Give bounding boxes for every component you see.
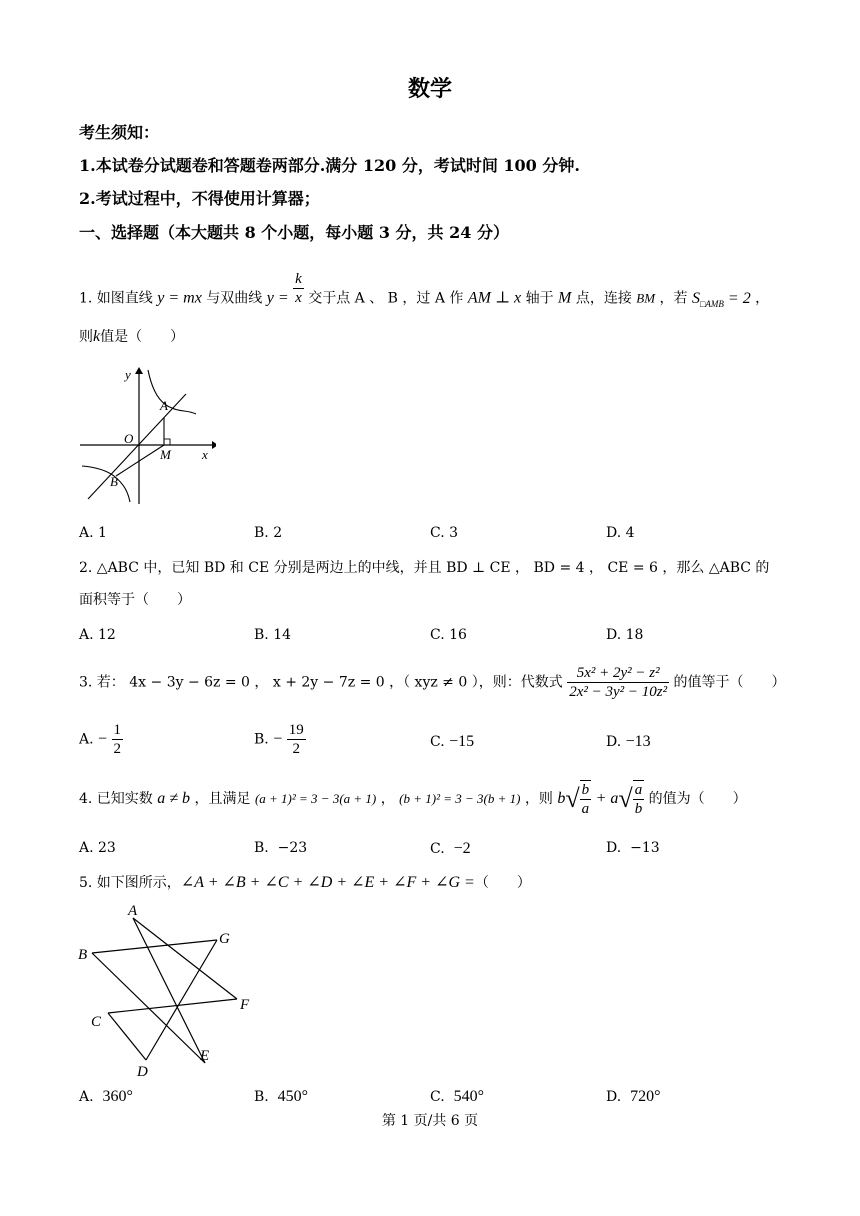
q5-option-b-value: 450° bbox=[277, 1088, 309, 1105]
q4-b: b bbox=[557, 790, 566, 807]
q4-r2-den: b bbox=[634, 801, 643, 817]
q5-text-1: 5. 如下图所示， bbox=[79, 875, 181, 891]
q5-segment-gd bbox=[146, 940, 217, 1060]
q1-line-equation: y = mx bbox=[157, 289, 202, 307]
notice-item-1: 1.本试卷分试题卷和答题卷两部分.满分 120 分，考试时间 100 分钟. bbox=[79, 156, 580, 175]
q4-text-4: 的值为（ ） bbox=[648, 791, 747, 807]
q1-label-a: A bbox=[160, 398, 168, 413]
q5-segment-ae bbox=[133, 918, 205, 1063]
q1-text-4: 轴于 bbox=[525, 290, 554, 307]
q1-text-1: 1. 如图直线 bbox=[79, 290, 153, 307]
q1-text-2: 与双曲线 bbox=[206, 290, 263, 307]
q5-segment-bg bbox=[92, 940, 217, 953]
q3-option-d bbox=[606, 733, 651, 751]
q1-line2-text-a: 则 bbox=[79, 329, 93, 345]
q3-option-c-value: −15 bbox=[449, 733, 475, 750]
q3-denominator: 2x² − 3y² − 10z² bbox=[569, 684, 668, 700]
q1-area-subscript: □AMB bbox=[699, 298, 724, 309]
q2-option-c: C. 16 bbox=[430, 627, 467, 643]
q1-line-y-mx bbox=[88, 394, 186, 499]
q1-right-angle bbox=[164, 439, 170, 445]
q2-option-a: A. 12 bbox=[79, 627, 116, 643]
q1-option-c: C. 3 bbox=[430, 525, 459, 541]
question-1-line-1 bbox=[79, 271, 770, 317]
q4-option-b bbox=[254, 840, 307, 856]
q1-figure bbox=[76, 366, 216, 506]
q1-x-arrow bbox=[212, 441, 216, 449]
q4-radicand-1 bbox=[580, 780, 592, 818]
q1-hyperbola-fraction bbox=[293, 270, 304, 307]
q4-option-b-label: B. bbox=[254, 840, 269, 856]
q3-option-a-den: 2 bbox=[113, 741, 121, 757]
q5-option-b-label: B. bbox=[254, 1089, 269, 1105]
q4-option-a-label: A. bbox=[79, 840, 94, 856]
q4-option-d bbox=[606, 840, 660, 856]
q4-r1-num: b bbox=[581, 782, 590, 798]
q5-label-b: B bbox=[78, 947, 88, 963]
q4-option-a bbox=[79, 840, 116, 856]
q4-sqrt-2-icon: √ bbox=[618, 784, 633, 813]
q5-option-c-value: 540° bbox=[453, 1088, 484, 1105]
q3-option-d-value: −13 bbox=[625, 733, 651, 750]
q1-y-arrow bbox=[135, 367, 143, 374]
q4-option-d-value: −13 bbox=[630, 840, 660, 856]
q4-text-1: 4. 已知实数 bbox=[79, 791, 153, 807]
q4-equation-2: (b + 1)² = 3 − 3(b + 1) bbox=[399, 791, 521, 806]
section1-heading: 一、选择题（本大题共 8 个小题，每小题 3 分，共 24 分） bbox=[79, 223, 509, 242]
q5-segment-eb bbox=[92, 953, 205, 1063]
q1-text-7: ， bbox=[755, 290, 770, 307]
q5-option-d-value: 720° bbox=[630, 1088, 661, 1105]
q3-option-b-sign: − bbox=[273, 730, 283, 748]
q4-text-3: ，则 bbox=[524, 791, 553, 807]
q5-label-e: E bbox=[200, 1048, 210, 1064]
q1-point-m: M bbox=[558, 289, 572, 307]
q1-segment-bm: BM bbox=[636, 290, 656, 306]
q3-option-c bbox=[430, 733, 474, 751]
q4-option-c bbox=[430, 840, 471, 858]
q3-text-2: 的值等于（ ） bbox=[673, 674, 786, 691]
question-2-line-1: 2. △ABC 中，已知 BD 和 CE 分别是两边上的中线，并且 BD ⊥ CE ， BD = 4 ， CE = 6 ，那么 △ABC 的 bbox=[79, 560, 770, 576]
q3-option-a-num: 1 bbox=[113, 722, 121, 738]
q3-text-1: 3. 若： 4x − 3y − 6z = 0 ， x + 2y − 7z = 0 ，（ xyz ≠ 0 ），则：代数式 bbox=[79, 674, 563, 691]
q5-option-b bbox=[254, 1088, 308, 1106]
page-title: 数学 bbox=[407, 76, 452, 102]
q3-numerator: 5x² + 2y² − z² bbox=[567, 664, 669, 683]
page-footer: 第 1 页/共 6 页 bbox=[381, 1113, 479, 1129]
q1-perpendicular: AM ⊥ x bbox=[467, 289, 522, 307]
q1-area bbox=[692, 290, 751, 307]
question-3 bbox=[79, 664, 786, 701]
q5-label-a: A bbox=[128, 903, 138, 919]
q1-text-3: 交于点 A 、 B ，过 A 作 bbox=[308, 290, 464, 307]
q5-label-f: F bbox=[240, 997, 250, 1013]
q5-label-c: C bbox=[91, 1014, 102, 1030]
q4-option-c-value: −2 bbox=[453, 840, 471, 857]
q1-hyperbola-upper bbox=[148, 370, 196, 414]
q4-option-a-value: 23 bbox=[98, 840, 116, 856]
q3-option-a-label: A. bbox=[79, 731, 94, 748]
q1-area-value: = 2 bbox=[723, 289, 751, 307]
q5-figure bbox=[76, 900, 266, 1080]
q5-segment-cf bbox=[108, 999, 237, 1013]
q4-r2-num: a bbox=[634, 782, 643, 798]
q5-option-d-label: D. bbox=[606, 1089, 622, 1105]
q3-option-a bbox=[79, 721, 123, 758]
q1-frac-denominator: x bbox=[295, 290, 302, 306]
q1-text-5: 点，连接 bbox=[575, 290, 632, 307]
question-4 bbox=[79, 780, 747, 818]
q5-option-a-value: 360° bbox=[102, 1088, 133, 1105]
q4-text-2: ，且满足 bbox=[194, 791, 251, 807]
q4-plus-a: + a bbox=[595, 790, 619, 807]
q1-frac-numerator: k bbox=[295, 271, 302, 287]
q1-option-b: B. 2 bbox=[254, 525, 283, 541]
q4-r1-den: a bbox=[581, 801, 590, 817]
q3-option-a-fraction bbox=[112, 721, 124, 758]
notice-heading: 考生须知： bbox=[79, 123, 160, 142]
q5-text-2: （ ） bbox=[474, 875, 531, 891]
q3-option-b-fraction bbox=[287, 721, 306, 758]
q1-hyperbola-lhs: y = bbox=[266, 289, 289, 307]
q3-option-b-den: 2 bbox=[292, 741, 300, 757]
q3-option-d-label: D. bbox=[606, 734, 622, 750]
q5-expression: ∠A + ∠B + ∠C + ∠D + ∠E + ∠F + ∠G = bbox=[180, 874, 475, 891]
q5-label-d: D bbox=[137, 1064, 148, 1080]
q1-label-b: B bbox=[110, 474, 118, 489]
q5-option-a bbox=[79, 1088, 133, 1106]
q4-radicand-2 bbox=[633, 780, 645, 818]
q1-line2-text-b: 值是（ ） bbox=[100, 329, 185, 345]
q3-option-b-num: 19 bbox=[288, 722, 304, 738]
q3-option-b bbox=[254, 721, 306, 758]
question-5 bbox=[79, 873, 531, 893]
q4-sqrt-1-icon: √ bbox=[565, 784, 580, 813]
q3-option-a-sign: − bbox=[98, 730, 108, 748]
q4-option-d-label: D. bbox=[606, 840, 622, 856]
notice-item-2: 2.考试过程中，不得使用计算器； bbox=[79, 189, 320, 208]
question-2-line-2: 面积等于（ ） bbox=[79, 592, 191, 608]
q5-option-c bbox=[430, 1088, 484, 1106]
q1-label-m: M bbox=[160, 447, 171, 462]
q1-text-6: ，若 bbox=[659, 290, 688, 307]
q4-condition: a ≠ b bbox=[157, 790, 191, 807]
question-1-line-2 bbox=[79, 327, 184, 347]
q4-equation-1: (a + 1)² = 3 − 3(a + 1) bbox=[254, 791, 377, 806]
q5-label-g: G bbox=[219, 931, 230, 947]
q5-option-d bbox=[606, 1088, 661, 1106]
q1-label-x: x bbox=[202, 447, 208, 462]
q3-option-c-label: C. bbox=[430, 734, 445, 750]
q3-option-b-label: B. bbox=[254, 731, 269, 748]
q1-k: k bbox=[93, 328, 101, 345]
q5-option-a-label: A. bbox=[79, 1089, 94, 1105]
q3-expression bbox=[567, 664, 669, 701]
q2-option-b: B. 14 bbox=[254, 627, 292, 643]
q5-segment-dc bbox=[108, 1013, 146, 1060]
q1-option-a: A. 1 bbox=[79, 525, 107, 541]
q1-area-symbol: S bbox=[691, 289, 700, 307]
q4-option-b-value: −23 bbox=[277, 840, 308, 856]
q1-option-d: D. 4 bbox=[606, 525, 635, 541]
q2-option-d: D. 18 bbox=[606, 627, 644, 643]
q4-separator: ， bbox=[380, 791, 395, 807]
q5-option-c-label: C. bbox=[430, 1089, 445, 1105]
q1-label-o: O bbox=[124, 431, 134, 446]
q4-option-c-label: C. bbox=[430, 841, 445, 857]
q1-label-y: y bbox=[125, 367, 131, 382]
